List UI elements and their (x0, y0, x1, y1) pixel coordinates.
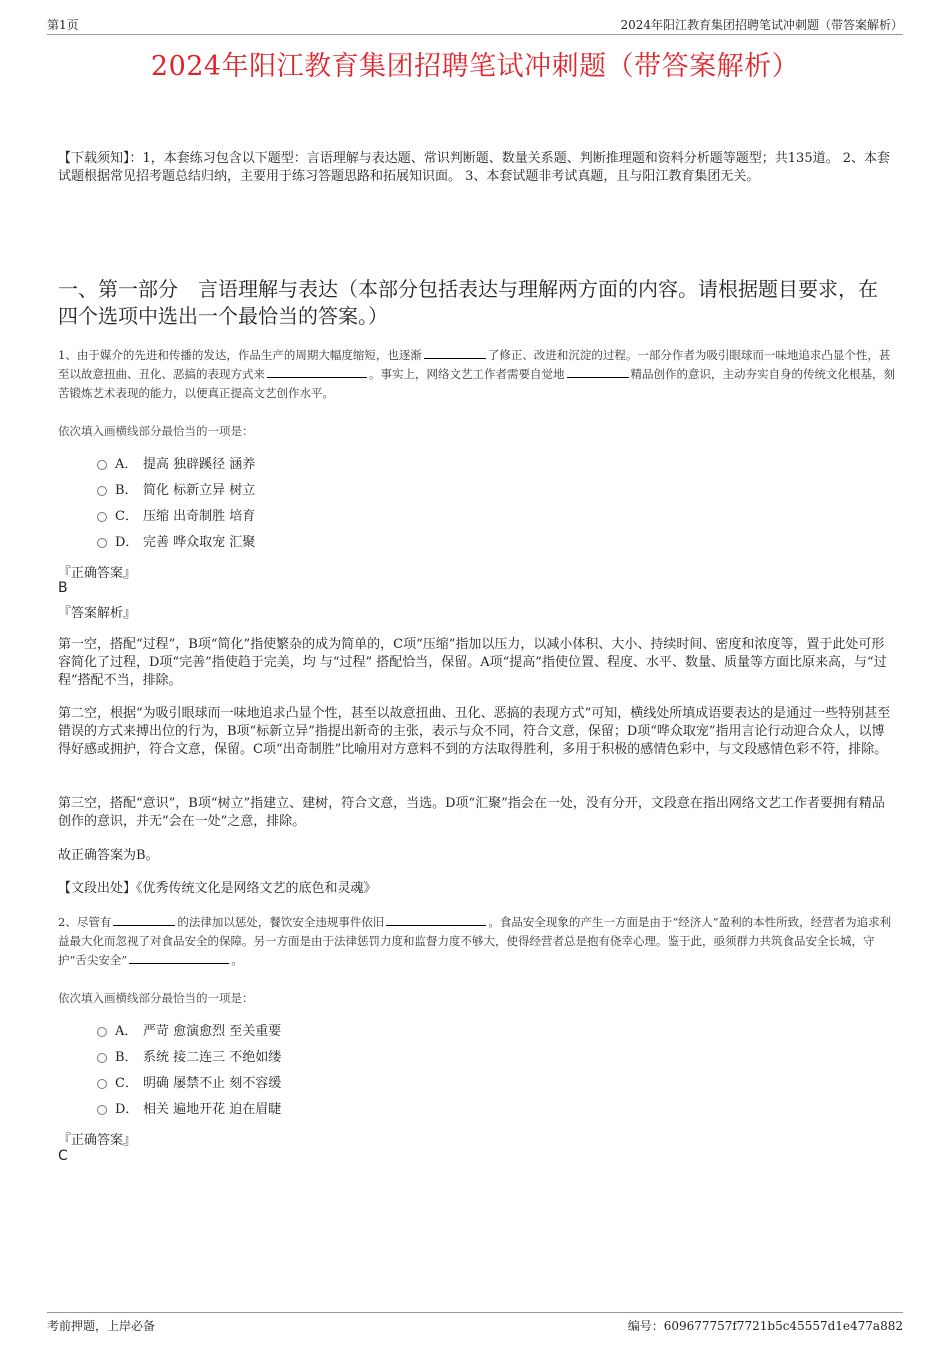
blank (129, 951, 229, 964)
correct-answer: C (58, 1148, 68, 1164)
question-1-prompt: 依次填入画横线部分最恰当的一项是： (58, 424, 254, 438)
blank (567, 365, 629, 378)
radio-icon[interactable] (97, 460, 107, 470)
page-number: 第1页 (47, 18, 79, 32)
q1-option-d[interactable]: D． 完善 哗众取宠 汇聚 (97, 533, 255, 553)
question-2-prompt: 依次填入画横线部分最恰当的一项是： (58, 991, 254, 1005)
header-doc-title: 2024年阳江教育集团招聘笔试冲刺题（带答案解析） (620, 18, 903, 32)
section-heading: 一、第一部分 言语理解与表达（本部分包括表达与理解两方面的内容。请根据题目要求，在四个选项中选出一个最恰当的答案。） (58, 277, 878, 328)
page-footer (47, 1312, 903, 1335)
radio-icon[interactable] (97, 1105, 107, 1115)
source-citation: 【文段出处】《优秀传统文化是网络文艺的底色和灵魂》 (58, 881, 377, 896)
blank (267, 365, 367, 378)
radio-icon[interactable] (97, 538, 107, 548)
q2-option-c[interactable]: C． 明确 屡禁不止 刻不容缓 (97, 1074, 281, 1094)
correct-answer-label: 『正确答案』 (58, 566, 137, 581)
question-2-stem: 2、尽管有 的法律加以惩处，餐饮安全违规事件依旧 。食品安全现象的产生一方面是由于“经济人”盈利的本性所致，经营者为追求利益最大化而忽视了对食品安全的保障。另一方面是由于法律惩罚力度和监督力度不够大，使得经营者总是抱有侥幸心理。鉴于此，亟须群力共筑食品安全长城，守护“舌尖安全” 。 (58, 915, 892, 967)
analysis-paragraph-2: 第二空，根据“为吸引眼球而一味地追求凸显个性，甚至以故意扭曲、丑化、恶搞的表现方式”可知，横线处所填成语要表达的是通过一些特别甚至错误的方式来搏出位的行为，B项“标新立异”指提出新奇的主张，表示与众不同，符合文意，保留；D项“哗众取宠”指用言论行动迎合众人，以博得好感或拥护，符合文意，保留。C项“出奇制胜”比喻用对方意料不到的方法取得胜利，多用于积极的感情色彩中，与文段感情色彩不符，排除。 (58, 706, 891, 757)
radio-icon[interactable] (97, 512, 107, 522)
analysis-conclusion: 故正确答案为B。 (58, 848, 159, 863)
correct-answer: B (58, 580, 68, 596)
q1-option-a[interactable]: A． 提高 独辟蹊径 涵养 (97, 455, 255, 475)
radio-icon[interactable] (97, 1053, 107, 1063)
blank (424, 346, 486, 359)
download-notice: 【下载须知】：1，本套练习包含以下题型：言语理解与表达题、常识判断题、数量关系题、判断推理题和资料分析题等题型；共135道。 2、本套试题根据常见招考题总结归纳，主要用于练习答题思路和拓展知识面。 3、本套试题非考试真题，且与阳江教育集团无关。 (58, 151, 890, 184)
analysis-label: 『答案解析』 (58, 606, 137, 621)
radio-icon[interactable] (97, 1079, 107, 1089)
q2-option-d[interactable]: D． 相关 遍地开花 迫在眉睫 (97, 1100, 281, 1120)
q2-option-b[interactable]: B． 系统 接二连三 不绝如缕 (97, 1048, 281, 1068)
blank (386, 913, 486, 926)
q1-option-c[interactable]: C． 压缩 出奇制胜 培育 (97, 507, 255, 527)
correct-answer-label: 『正确答案』 (58, 1133, 137, 1148)
document-title: 2024年阳江教育集团招聘笔试冲刺题（带答案解析） (150, 51, 800, 82)
question-1-stem: 1、由于媒介的先进和传播的发达，作品生产的周期大幅度缩短，也逐渐 了修正、改进和沉淀的过程。一部分作者为吸引眼球而一味地追求凸显个性，甚至以故意扭曲、丑化、恶搞的表现方式来 。事实上，网络文艺工作者需要自觉地 精品创作的意识，主动夯实自身的传统文化根基，刻苦锻炼艺术表现的能力，以便真正提高文艺创作水平。 (58, 348, 895, 400)
document-id: 编号：609677757f7721b5c45557d1e477a882 (627, 1319, 903, 1333)
radio-icon[interactable] (97, 1027, 107, 1037)
footer-slogan: 考前押题，上岸必备 (47, 1319, 156, 1333)
analysis-paragraph-3: 第三空，搭配“意识”，B项“树立”指建立、建树，符合文意，当选。D项“汇聚”指会在一处，没有分开，文段意在指出网络文艺工作者要拥有精品创作的意识，并无“会在一处”之意，排除。 (58, 796, 885, 829)
page-header (47, 14, 903, 35)
analysis-paragraph-1: 第一空，搭配“过程”，B项“简化”指使繁杂的成为简单的，C项“压缩”指加以压力，以减小体积、大小、持续时间、密度和浓度等，置于此处可形容简化了过程，D项“完善”指使趋于完美，均 与“过程” 搭配恰当，保留。A项“提高”指使位置、程度、水平、数量、质量等方面比原来高，与“过程”搭配不当，排除。 (58, 637, 887, 688)
blank (113, 913, 175, 926)
radio-icon[interactable] (97, 486, 107, 496)
q2-option-a[interactable]: A． 严苛 愈演愈烈 至关重要 (97, 1022, 281, 1042)
q1-option-b[interactable]: B． 简化 标新立异 树立 (97, 481, 255, 501)
